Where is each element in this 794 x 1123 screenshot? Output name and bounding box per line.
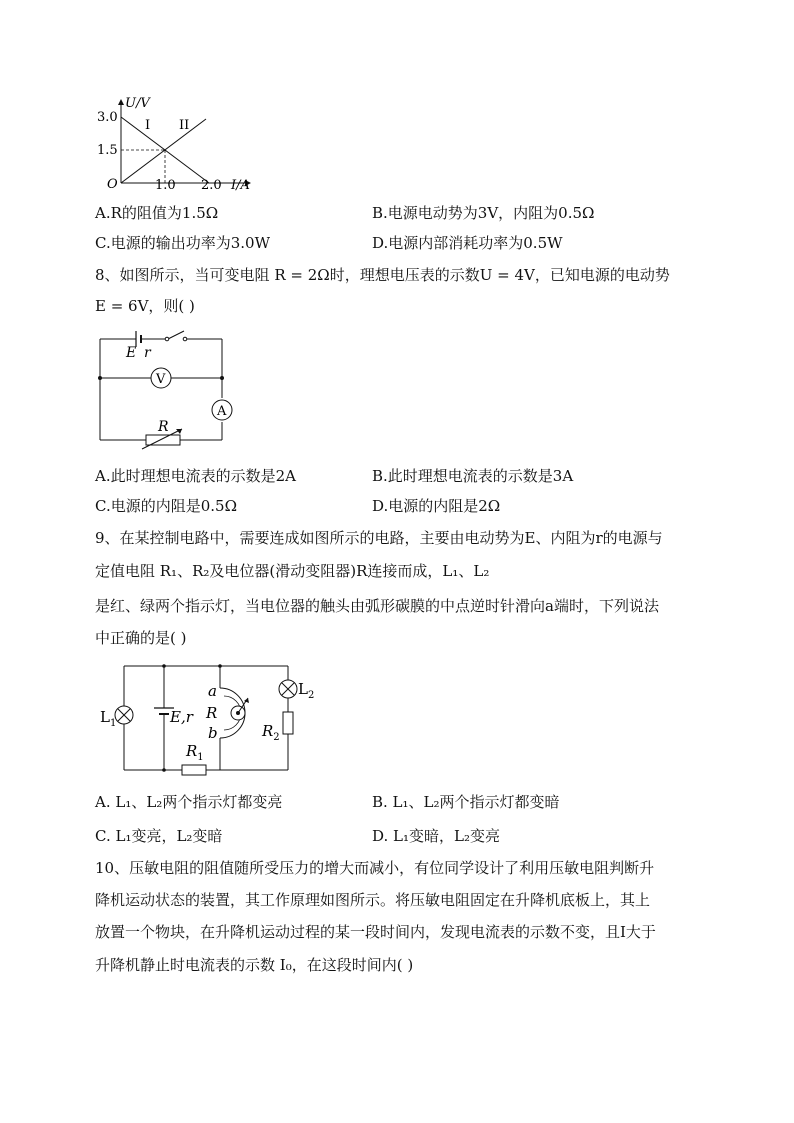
q10-stem-line1: 10、压敏电阻的阻值随所受压力的增大而减小，有位同学设计了利用压敏电阻判断升	[95, 859, 655, 877]
q7-option-d[interactable]: D.电源内部消耗功率为0.5W	[372, 234, 563, 252]
y-axis-label: U/V	[125, 96, 150, 111]
x-axis-label: I/A	[231, 178, 250, 193]
q8-option-c[interactable]: C.电源的内阻是0.5Ω	[95, 497, 238, 515]
l1-label: $L_1$	[100, 708, 117, 729]
r1-label: $R_1$	[186, 742, 204, 763]
line-i-label: I	[145, 118, 151, 133]
l2-label: $L_2$	[298, 680, 315, 701]
q10-stem-line4: 升降机静止时电流表的示数 I₀，在这段时间内( )	[95, 956, 414, 974]
q7-ui-graph	[95, 95, 265, 195]
q8-circuit-diagram	[92, 325, 242, 450]
q8-option-b[interactable]: B.此时理想电流表的示数是3A	[372, 467, 574, 485]
q9-option-a[interactable]: A. L₁、L₂两个指示灯都变亮	[95, 793, 283, 811]
resistor-label: R	[158, 419, 169, 435]
voltmeter-label: V	[156, 372, 166, 387]
q9-option-d[interactable]: D. L₁变暗，L₂变亮	[372, 827, 500, 845]
x-tick-1: 1.0	[155, 178, 176, 193]
emf-label: E	[126, 345, 137, 361]
r-pot-label: R	[206, 704, 218, 722]
q10-stem-line2: 降机运动状态的装置，其工作原理如图所示。将压敏电阻固定在升降机底板上，其上	[95, 891, 651, 909]
y-tick-15: 1.5	[97, 143, 118, 158]
q8-option-d[interactable]: D.电源的内阻是2Ω	[372, 497, 501, 515]
source-label: E,r	[170, 708, 193, 726]
b-label: b	[208, 724, 218, 742]
q9-stem-line3: 是红、绿两个指示灯，当电位器的触头由弧形碳膜的中点逆时针滑向a端时，下列说法	[95, 597, 659, 615]
ammeter-label: A	[217, 404, 227, 419]
q9-option-b[interactable]: B. L₁、L₂两个指示灯都变暗	[372, 793, 560, 811]
q7-option-c[interactable]: C.电源的输出功率为3.0W	[95, 234, 270, 252]
q9-stem-line1: 9、在某控制电路中，需要连成如图所示的电路，主要由电动势为E、内阻为r的电源与	[95, 529, 663, 547]
r-label: r	[144, 345, 151, 361]
q9-option-c[interactable]: C. L₁变亮，L₂变暗	[95, 827, 223, 845]
q7-option-b[interactable]: B.电源电动势为3V，内阻为0.5Ω	[372, 204, 595, 222]
a-label: a	[208, 682, 217, 700]
q9-stem-line2: 定值电阻 R₁、R₂及电位器(滑动变阻器)R连接而成，L₁、L₂	[95, 562, 490, 580]
x-tick-2: 2.0	[201, 178, 222, 193]
q7-option-a[interactable]: A.R的阻值为1.5Ω	[95, 204, 219, 222]
q9-stem-line4: 中正确的是( )	[95, 629, 187, 647]
y-tick-3: 3.0	[97, 110, 118, 125]
q9-circuit-diagram	[98, 660, 315, 775]
origin-label: O	[107, 177, 118, 192]
line-ii-label: II	[179, 118, 190, 133]
q10-stem-line3: 放置一个物块，在升降机运动过程的某一段时间内，发现电流表的示数不变，且I大于	[95, 923, 656, 941]
q8-stem-line1: 8、如图所示，当可变电阻 R = 2Ω时，理想电压表的示数U = 4V，已知电源的电动势	[95, 266, 670, 284]
r2-label: $R_2$	[262, 722, 280, 743]
q8-stem-line2: E = 6V，则( )	[95, 297, 195, 315]
q8-option-a[interactable]: A.此时理想电流表的示数是2A	[95, 467, 296, 485]
